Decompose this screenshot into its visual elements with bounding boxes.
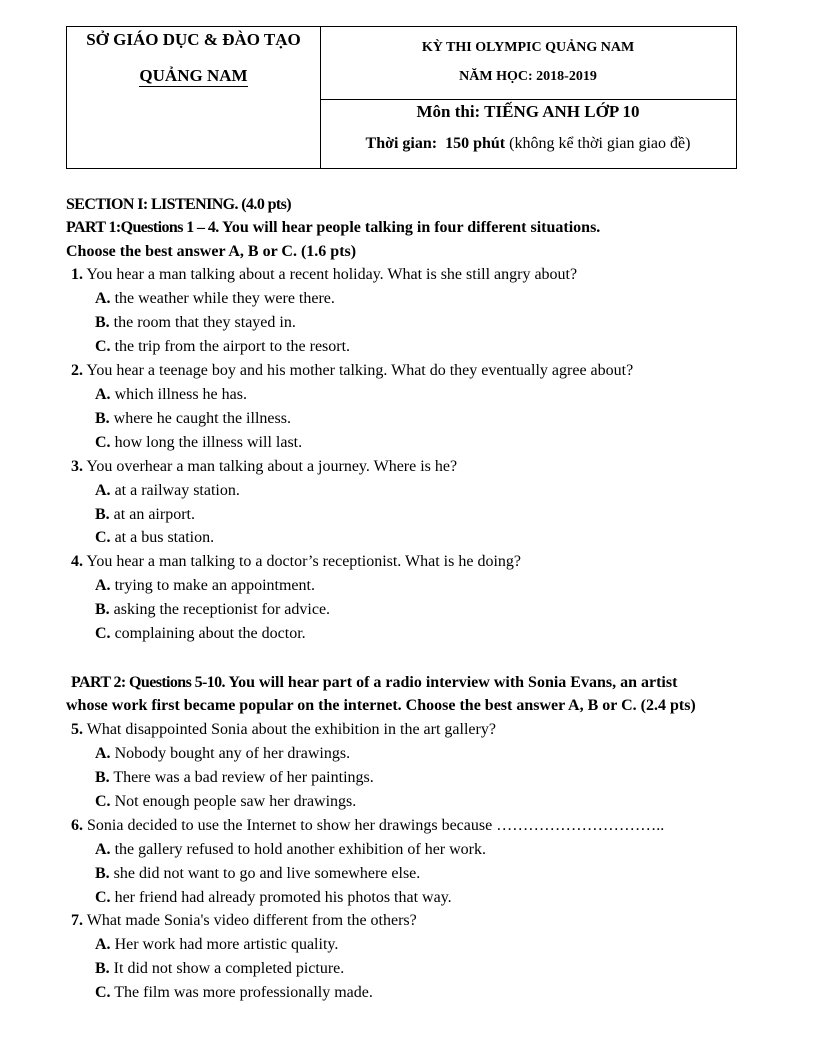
- question-6: 6. Sonia decided to use the Internet to show her drawings because …………………………..: [71, 817, 665, 834]
- question-5: 5. What disappointed Sonia about the exhibition in the art gallery?: [71, 721, 496, 738]
- option-2b: B. where he caught the illness.: [95, 410, 291, 427]
- option-4b: B. asking the receptionist for advice.: [95, 601, 331, 618]
- exam-time: Thời gian: 150 phút (không kể thời gian giao đề): [365, 135, 691, 152]
- question-1: 1. You hear a man talking about a recent holiday. What is she still angry about?: [71, 266, 578, 283]
- option-6c: C. her friend had already promoted his photos that way.: [95, 889, 452, 906]
- option-4a: A. trying to make an appointment.: [95, 577, 315, 594]
- option-6b: B. she did not want to go and live somewhere else.: [95, 865, 421, 882]
- option-7b: B. It did not show a completed picture.: [95, 960, 345, 977]
- option-5b: B. There was a bad review of her paintings.: [95, 769, 374, 786]
- option-1b: B. the room that they stayed in.: [95, 314, 296, 331]
- option-3a: A. at a railway station.: [95, 482, 240, 499]
- option-5c: C. Not enough people saw her drawings.: [95, 793, 357, 810]
- option-2c: C. how long the illness will last.: [95, 434, 303, 451]
- exam-header-table: [66, 26, 737, 169]
- option-3b: B. at an airport.: [95, 506, 195, 523]
- section-title: SECTION I: LISTENING. (4.0 pts): [66, 196, 292, 213]
- option-3c: C. at a bus station.: [95, 529, 215, 546]
- option-6a: A. the gallery refused to hold another exhibition of her work.: [95, 841, 487, 858]
- department-cell: [67, 27, 321, 168]
- school-year: NĂM HỌC: 2018-2019: [459, 69, 597, 84]
- part2-instructions-a: PART 2: Questions 5-10. You will hear part of a radio interview with Sonia Evans, an artist: [71, 674, 678, 691]
- question-7: 7. What made Sonia's video different from the others?: [71, 912, 417, 929]
- exam-subject: Môn thi: TIẾNG ANH LỚP 10: [416, 102, 640, 121]
- question-3: 3. You overhear a man talking about a journey. Where is he?: [71, 458, 458, 475]
- part1-instructions-a: PART 1:Questions 1 – 4. You will hear people talking in four different situations.: [66, 219, 601, 236]
- option-1c: C. the trip from the airport to the resort.: [95, 338, 351, 355]
- part2-instructions-b: whose work first became popular on the internet. Choose the best answer A, B or C. (2.4 pts): [66, 697, 696, 714]
- department-line1: SỞ GIÁO DỤC & ĐÀO TẠO: [86, 30, 301, 49]
- option-4c: C. complaining about the doctor.: [95, 625, 306, 642]
- option-1a: A. the weather while they were there.: [95, 290, 335, 307]
- exam-name: KỲ THI OLYMPIC QUẢNG NAM: [421, 40, 635, 55]
- option-2a: A. which illness he has.: [95, 386, 247, 403]
- option-5a: A. Nobody bought any of her drawings.: [95, 745, 351, 762]
- option-7c: C. The film was more professionally made.: [95, 984, 373, 1001]
- part1-instructions-b: Choose the best answer A, B or C. (1.6 pts): [66, 243, 357, 260]
- option-7a: A. Her work had more artistic quality.: [95, 936, 339, 953]
- department-line2: QUẢNG NAM: [139, 66, 248, 85]
- exam-title-cell: [320, 27, 736, 100]
- question-2: 2. You hear a teenage boy and his mother talking. What do they eventually agree about?: [71, 362, 634, 379]
- question-4: 4. You hear a man talking to a doctor’s receptionist. What is he doing?: [71, 553, 521, 570]
- exam-subject-cell: [320, 99, 736, 168]
